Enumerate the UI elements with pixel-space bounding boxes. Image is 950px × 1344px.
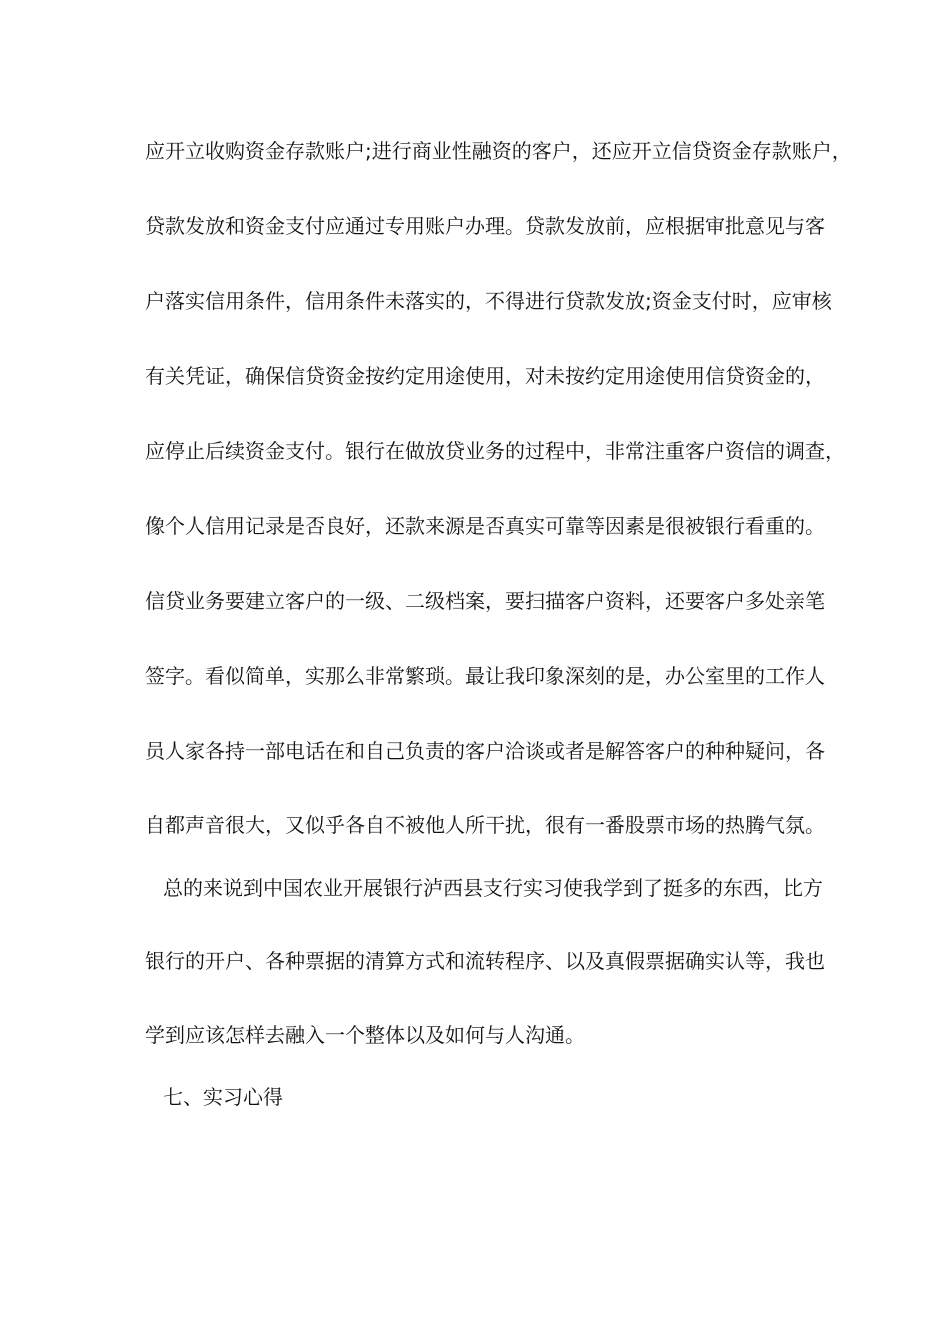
section-heading: 七、实习心得 (163, 1085, 283, 1109)
body-text-line: 银行的开户、各种票据的清算方式和流转程序、以及真假票据确实认等，我也 (145, 949, 825, 973)
body-text-line: 信贷业务要建立客户的一级、二级档案，要扫描客户资料，还要客户多处亲笔 (145, 589, 825, 613)
body-text-line: 应开立收购资金存款账户;进行商业性融资的客户，还应开立信贷资金存款账户， (145, 139, 852, 163)
body-text-line: 有关凭证，确保信贷资金按约定用途使用，对未按约定用途使用信贷资金的， (145, 364, 825, 388)
body-text-line: 像个人信用记录是否良好，还款来源是否真实可靠等因素是很被银行看重的。 (145, 514, 825, 538)
body-text-line: 签字。看似简单，实那么非常繁琐。最让我印象深刻的是，办公室里的工作人 (145, 664, 825, 688)
body-text-line: 户落实信用条件，信用条件未落实的，不得进行贷款发放;资金支付时，应审核 (145, 289, 832, 313)
body-text-line: 自都声音很大，又似乎各自不被他人所干扰，很有一番股票市场的热腾气氛。 (145, 813, 825, 837)
body-text-line: 员人家各持一部电话在和自己负责的客户洽谈或者是解答客户的种种疑问，各 (145, 739, 825, 763)
body-text-line: 学到应该怎样去融入一个整体以及如何与人沟通。 (145, 1023, 585, 1047)
body-text-line: 贷款发放和资金支付应通过专用账户办理。贷款发放前，应根据审批意见与客 (145, 214, 825, 238)
body-text-line: 应停止后续资金支付。银行在做放贷业务的过程中，非常注重客户资信的调查， (145, 439, 845, 463)
paragraph-start-line: 总的来说到中国农业开展银行泸西县支行实习使我学到了挺多的东西，比方 (163, 876, 823, 900)
